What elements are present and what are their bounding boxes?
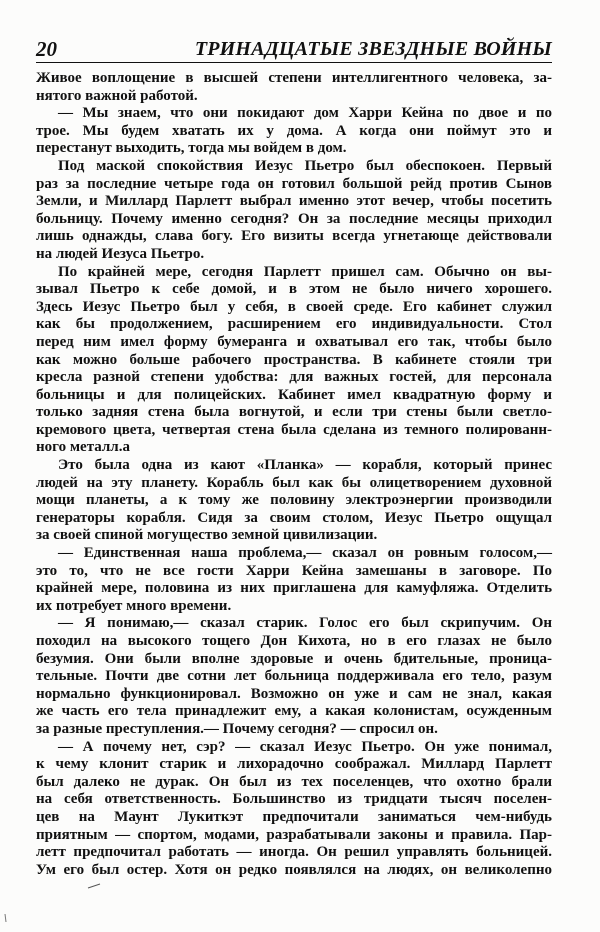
- text-line: ного металл.а: [36, 439, 130, 456]
- text-line: Земли, и Миллард Парлетт выбрал именно этот вечер, чтобы посетить: [36, 193, 552, 210]
- text-line: Живое воплощение в высшей степени интеллигентного человека, за-: [36, 70, 552, 86]
- body-text: [36, 70, 552, 879]
- text-line: кремового цвета, четвертая стена была сделана из темного полированн-: [36, 421, 552, 438]
- paragraph: [36, 615, 552, 738]
- text-line: за своей спиной могущество земной цивилизации.: [36, 527, 378, 544]
- paragraph: [36, 739, 552, 880]
- text-line: — А почему нет, сэр? — сказал Иезус Пьетро. Он уже понимал,: [58, 738, 552, 755]
- text-line: — Единственная наша проблема,— сказал он ровным голосом,—: [58, 545, 552, 562]
- text-line: безумия. Они были вполне здоровые и очень бдительные, проница-: [36, 650, 552, 667]
- text-line: больницу. Почему именно сегодня? Он за последние месяцы приходил: [36, 210, 552, 227]
- text-line: — Мы знаем, что они покидают дом Харри Кейна по двое и по: [58, 105, 552, 122]
- scan-speck: [88, 884, 100, 888]
- page-number: 20: [36, 37, 57, 61]
- paragraph: [36, 545, 552, 615]
- text-line: нятого важной работой.: [36, 87, 198, 104]
- text-line: был далеко не дурак. Он был из тех поселенцев, что охотно брали: [36, 773, 552, 790]
- page-header: [36, 38, 552, 62]
- text-line: больницы и для полицейских. Кабинет имел квадратную форму и: [36, 386, 552, 403]
- text-line: лишь однажды, слава богу. Его визиты всегда угнетающе действовали: [36, 228, 552, 245]
- text-line: летт предпочитал работать — иногда. Он решил управлять больницей.: [36, 844, 552, 861]
- text-line: же часть его тела принадлежит ему, а какая колонистам, осужденным: [36, 703, 552, 720]
- text-line: кресла разной степени удобства: для важных гостей, для персонала: [36, 369, 552, 386]
- text-line: за разные преступления.— Почему сегодня? — спросил он.: [36, 720, 438, 737]
- text-line: походил на высокого тощего Дон Кихота, но в его глазах не было: [36, 633, 552, 649]
- text-line: зывал Пьетро к себе домой, и в этом не было ничего хорошего.: [36, 281, 552, 298]
- paragraph: [36, 158, 552, 264]
- running-title: ТРИНАДЦАТЫЕ ЗВЕЗДНЫЕ ВОЙНЫ: [194, 38, 552, 60]
- text-line: тельные. Почти две сотни лет больница поддерживала его тело, разум: [36, 668, 552, 685]
- text-line: генераторы корабля. Сидя за своим столом, Иезус Пьетро ощущал: [36, 509, 552, 526]
- text-line: на людей Иезуса Пьетро.: [36, 245, 205, 262]
- paragraph: [36, 105, 552, 158]
- text-line: цев на Маунт Лукиткэт предпочитали заниматься чем-нибудь: [36, 808, 552, 825]
- text-line: Ум его был остер. Хотя он редко появлялся на людях, он великолепно: [36, 861, 552, 878]
- text-line: Здесь Иезус Пьетро был у себя, в своей среде. Его кабинет служил: [36, 298, 552, 315]
- text-line: как можно больше рабочего пространства. В кабинете стояли три: [36, 351, 552, 368]
- text-line: только задняя стена была вогнутой, и если три стены были светло-: [36, 404, 552, 421]
- text-line: перестанут выходить, тогда мы войдем в дом.: [36, 140, 347, 157]
- text-line: на себя ответственность. Большинство из тридцати тысяч поселен-: [36, 791, 552, 808]
- text-line: По крайней мере, сегодня Парлетт пришел сам. Обычно он вы-: [58, 263, 552, 280]
- text-line: это то, что не все гости Харри Кейна замешаны в заговоре. По: [36, 562, 552, 579]
- text-line: нормально функционировал. Возможно он уже и сам не знал, какая: [36, 685, 552, 702]
- paragraph: [36, 264, 552, 458]
- text-line: — Я понимаю,— сказал старик. Голос его был скрипучим. Он: [58, 615, 552, 632]
- text-line: как бы продолжением, расширением его индивидуальности. Стол: [36, 316, 552, 333]
- text-line: к чему клонит старик и лихорадочно соображал. Миллард Парлетт: [36, 756, 552, 773]
- scan-speck: [5, 914, 6, 922]
- paragraph: [36, 457, 552, 545]
- header-rule: [36, 62, 552, 63]
- text-line: крайней мере, половина из них приглашена для камуфляжа. Отделить: [36, 580, 552, 597]
- paragraph: [36, 70, 552, 105]
- text-line: мощи планеты, а к тому же половину электроэнергии производили: [36, 492, 552, 509]
- text-line: их потребует много времени.: [36, 597, 232, 614]
- text-line: перед ним имел форму бумеранга и охватывал его так, чтобы было: [36, 333, 552, 350]
- text-line: трое. Мы будем хватать их у дома. А когда они поймут это и: [36, 122, 552, 139]
- text-line: Это была одна из кают «Планка» — корабля, который принес: [58, 457, 552, 474]
- text-line: раз за последние четыре года он готовил большой рейд против Сынов: [36, 175, 552, 192]
- text-line: Под маской спокойствия Иезус Пьетро был обеспокоен. Первый: [58, 157, 552, 174]
- text-line: людей на эту планету. Корабль был как бы олицетворением духовной: [36, 474, 552, 491]
- text-line: приятным — спортом, модами, разрабатывали законы и правила. Пар-: [36, 826, 552, 843]
